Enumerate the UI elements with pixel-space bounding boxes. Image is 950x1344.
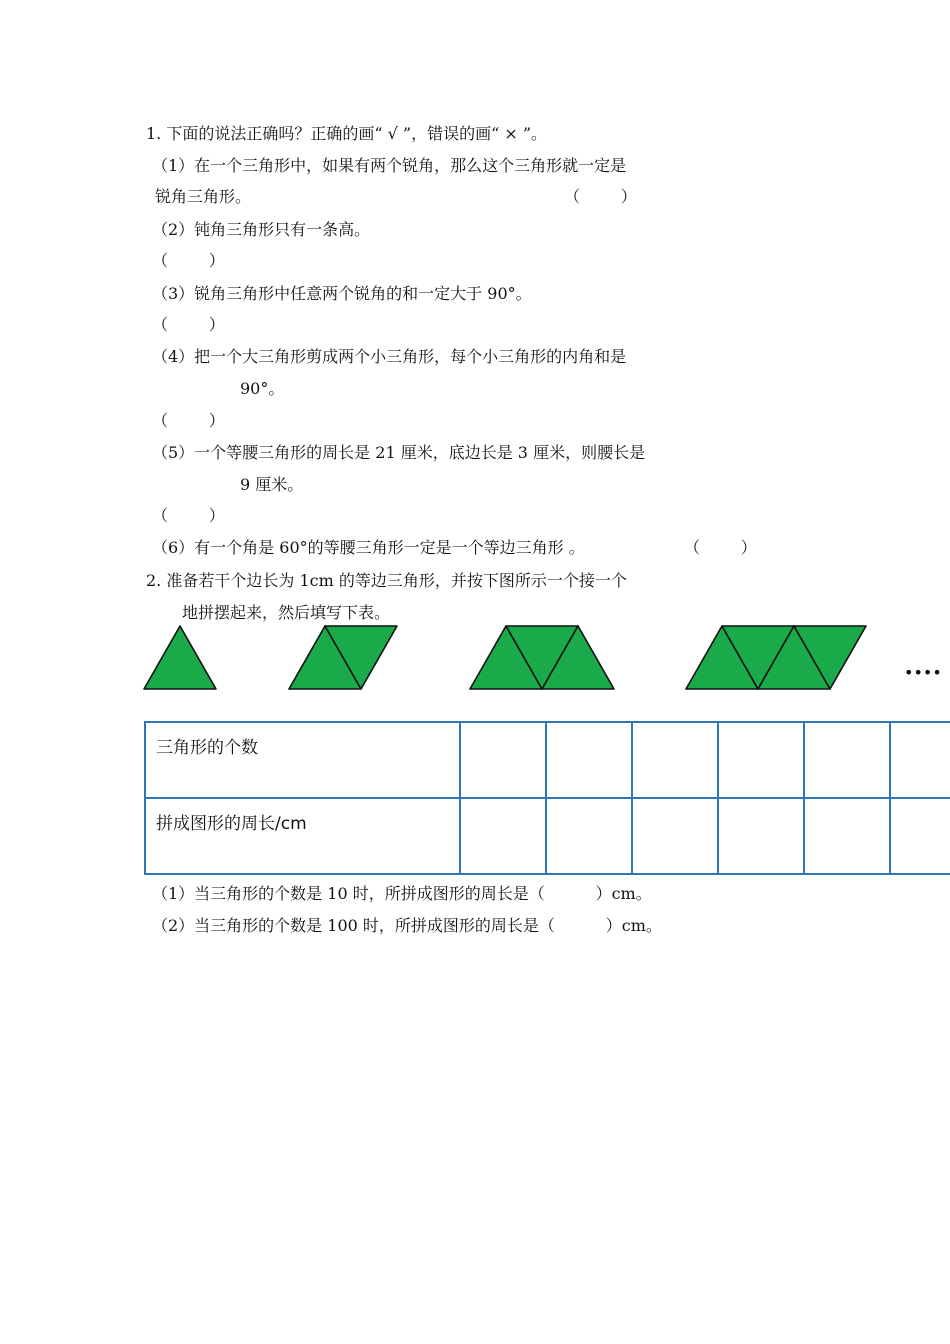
- q1-item6-answer-paren[interactable]: （ ）: [684, 538, 757, 557]
- q1-item3-line1: （3）锐角三角形中任意两个锐角的和一定大于 90°。: [152, 284, 532, 303]
- q2-title-line2: 地拼摆起来，然后填写下表。: [182, 603, 391, 622]
- q2-sub2: （2）当三角形的个数是 100 时，所拼成图形的周长是（ ）cm。: [152, 916, 662, 935]
- ellipsis-dots: ••••: [904, 663, 942, 682]
- q1-item6-line1: （6）有一个角是 60°的等腰三角形一定是一个等边三角形 。: [152, 538, 585, 557]
- table-cell[interactable]: [804, 798, 890, 874]
- table-cell[interactable]: [546, 722, 632, 798]
- figure-1-triangle: [144, 626, 216, 689]
- table-row-count: [145, 722, 950, 798]
- q1-item1-answer-paren[interactable]: （ ）: [564, 187, 637, 206]
- row-header-count: 三角形的个数: [145, 722, 460, 798]
- q1-item3-answer-paren[interactable]: （ ）: [152, 315, 225, 334]
- table-cell[interactable]: [460, 798, 546, 874]
- table-cell[interactable]: [890, 798, 950, 874]
- q1-item1-line1: （1）在一个三角形中，如果有两个锐角，那么这个三角形就一定是: [152, 156, 627, 175]
- table-row-perimeter: [145, 798, 950, 874]
- q1-item1-line2: 锐角三角形。: [155, 187, 252, 206]
- q1-item4-line1: （4）把一个大三角形剪成两个小三角形，每个小三角形的内角和是: [152, 347, 627, 366]
- q2-title-line1: 2. 准备若干个边长为 1cm 的等边三角形，并按下图所示一个接一个: [146, 571, 627, 590]
- q1-item2-answer-paren[interactable]: （ ）: [152, 251, 225, 270]
- triangle-shape: [144, 626, 216, 689]
- table-cell[interactable]: [890, 722, 950, 798]
- row-header-perimeter: 拼成图形的周长/cm: [145, 798, 460, 874]
- table-cell[interactable]: [718, 798, 804, 874]
- figure-2-triangles: [289, 626, 397, 689]
- answer-table: [144, 721, 950, 875]
- triangle-figures: [0, 620, 950, 700]
- table-cell[interactable]: [632, 722, 718, 798]
- q1-item4-answer-paren[interactable]: （ ）: [152, 411, 225, 430]
- table-cell[interactable]: [718, 722, 804, 798]
- q1-item5-line1: （5）一个等腰三角形的周长是 21 厘米，底边长是 3 厘米，则腰长是: [152, 443, 646, 462]
- q1-title: 1. 下面的说法正确吗？正确的画“ √ ”，错误的画“ × ”。: [146, 124, 548, 143]
- q1-item2-line1: （2）钝角三角形只有一条高。: [152, 220, 371, 239]
- figure-3-triangles: [470, 626, 614, 689]
- table-cell[interactable]: [632, 798, 718, 874]
- table-cell[interactable]: [460, 722, 546, 798]
- table-cell[interactable]: [804, 722, 890, 798]
- figure-4-triangles: [686, 626, 866, 689]
- table-cell[interactable]: [546, 798, 632, 874]
- q1-item5-answer-paren[interactable]: （ ）: [152, 506, 225, 525]
- q1-item4-line2: 90°。: [240, 379, 285, 398]
- q2-sub1: （1）当三角形的个数是 10 时，所拼成图形的周长是（ ）cm。: [152, 884, 652, 903]
- q1-item5-line2: 9 厘米。: [240, 475, 304, 494]
